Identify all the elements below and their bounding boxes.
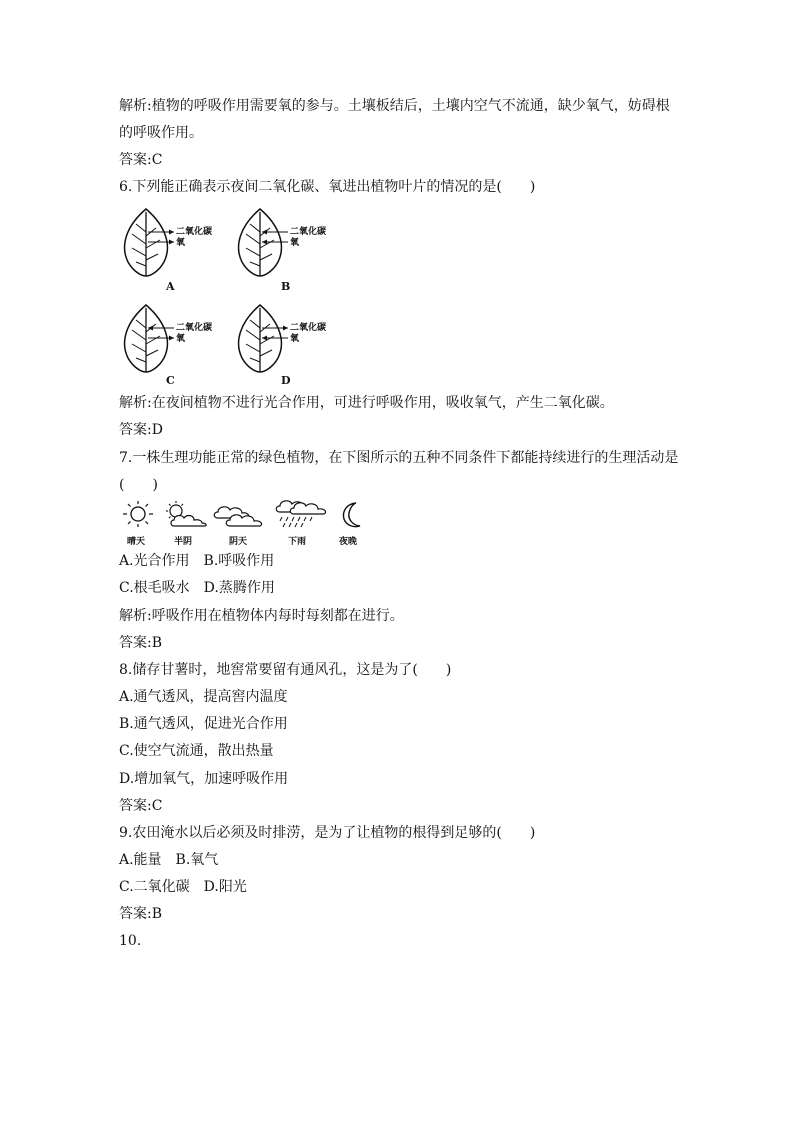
q7-options-line1: A.光合作用 B.呼吸作用 [119,553,275,569]
leaf-c-label-o2: 氧 [176,334,186,344]
sun-icon [119,500,157,534]
leaf-icon [232,206,292,278]
leaf-d-caption: D [281,374,291,387]
moon-icon [336,500,366,534]
weather-label-cloudy: 阴天 [229,537,248,547]
leaf-a-label-o2: 氧 [176,238,186,248]
q5-analysis-line2: 的呼吸作用。 [119,125,203,141]
q8-option-a: A.通气透风，提高窖内温度 [119,689,288,705]
q7-analysis: 解析:呼吸作用在植物体内每时每刻都在进行。 [119,608,404,624]
leaf-b-label-o2: 氧 [290,238,300,248]
q7-stem-line2: ( ) [119,477,158,493]
q8-option-c: C.使空气流通，散出热量 [119,743,274,759]
leaf-a-label-co2: 二氧化碳 [176,227,213,237]
q7-answer: 答案:B [119,635,163,651]
leaf-icon [118,302,178,374]
q9-stem: 9.农田淹水以后必须及时排涝，是为了让植物的根得到足够的( ) [119,825,536,841]
q9-options-line1: A.能量 B.氧气 [119,852,219,868]
leaf-d-label-o2: 氧 [290,334,300,344]
q6-analysis: 解析:在夜间植物不进行光合作用，可进行呼吸作用，吸收氧气，产生二氧化碳。 [119,395,614,411]
q8-answer: 答案:C [119,798,163,814]
weather-label-rain: 下雨 [288,537,307,547]
q5-analysis-line1: 解析:植物的呼吸作用需要氧的参与。土壤板结后，土壤内空气不流通，缺少氧气，妨碍根 [119,98,670,114]
leaf-diagram-c [118,302,178,374]
q7-stem-line1: 7.一株生理功能正常的绿色植物，在下图所示的五种不同条件下都能持续进行的生理活动是 [119,450,679,466]
partly-cloudy-icon [162,500,210,534]
q8-option-d: D.增加氧气，加速呼吸作用 [119,771,289,787]
q9-answer: 答案:B [119,906,163,922]
leaf-a-caption: A [166,280,175,293]
weather-label-night: 夜晚 [339,537,358,547]
q8-option-b: B.通气透风，促进光合作用 [119,716,288,732]
q6-stem: 6.下列能正确表示夜间二氧化碳、氧进出植物叶片的情况的是( ) [119,179,536,195]
weather-label-partly-cloudy: 半阴 [174,537,193,547]
weather-label-sunny: 晴天 [127,537,146,547]
leaf-c-caption: C [166,374,175,387]
leaf-diagram-d [232,302,292,374]
leaf-b-label-co2: 二氧化碳 [290,227,327,237]
q5-answer: 答案:C [119,152,163,168]
q6-answer: 答案:D [119,422,163,438]
leaf-icon [118,206,178,278]
leaf-c-label-co2: 二氧化碳 [176,323,213,333]
leaf-diagram-b [232,206,292,278]
q10-number: 10. [119,933,142,949]
rain-icon [272,496,330,534]
leaf-icon [232,302,292,374]
q8-stem: 8.储存甘薯时，地窖常要留有通风孔，这是为了( ) [119,662,452,678]
q7-options-line2: C.根毛吸水 D.蒸腾作用 [119,580,275,596]
q9-options-line2: C.二氧化碳 D.阳光 [119,879,247,895]
cloudy-icon [210,500,268,534]
leaf-diagram-a [118,206,178,278]
leaf-b-caption: B [281,280,291,293]
leaf-d-label-co2: 二氧化碳 [290,323,327,333]
